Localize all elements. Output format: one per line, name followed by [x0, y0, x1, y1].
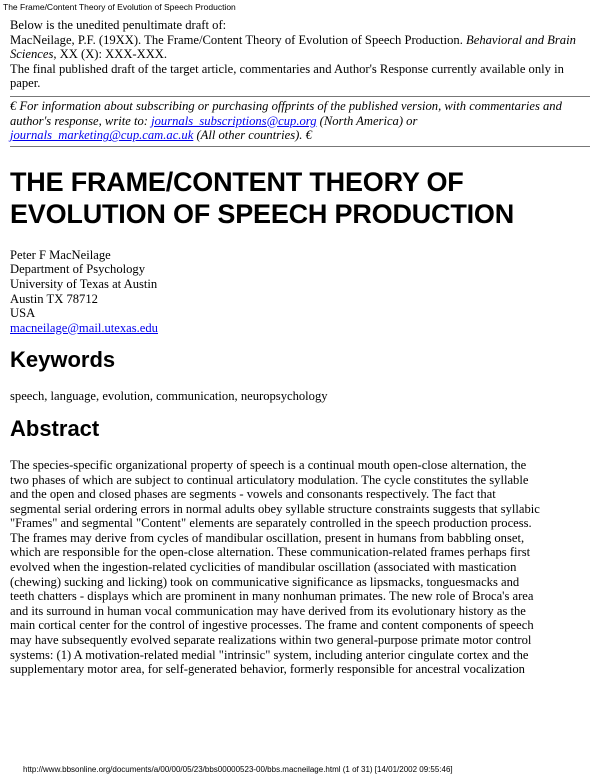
subscription-notice	[10, 97, 590, 146]
print-header: The Frame/Content Theory of Evolution of Speech Production	[3, 2, 236, 12]
author-department: Department of Psychology	[10, 262, 146, 277]
abstract-line: and its surround in human vocal communication may have derived from its evolutionary history as the	[10, 603, 526, 618]
author-university: University of Texas at Austin	[10, 276, 158, 291]
journal-name: Behavioral and Brain Sciences	[10, 32, 576, 62]
notice-lead: € For information about subscribing or purchasing offprints of the published version, with commentaries and author's response, write to:	[10, 98, 562, 128]
abstract-text	[10, 458, 590, 677]
abstract-line: The species-specific organizational property of speech is a continual mouth open-close alternation, the	[10, 457, 527, 472]
document-body	[10, 18, 590, 677]
abstract-line: which are responsible for the open-close alternation. These communication-related frames perhaps first	[10, 545, 531, 560]
abstract-line: main cortical center for the control of ingestive processes. The frame and content components of speech	[10, 618, 534, 633]
citation	[10, 33, 590, 62]
author-name: Peter F MacNeilage	[10, 247, 111, 262]
abstract-line: evolved when the ingestion-related cyclicities of mandibular oscillation (associated with mastication	[10, 560, 517, 575]
draft-intro-line: Below is the unedited penultimate draft of:	[10, 18, 227, 32]
print-footer: http://www.bbsonline.org/documents/a/00/00/05/23/bbs00000523-00/bbs.macneilage.html (1 of 31) [14/01/2002 09:55:46]	[23, 765, 453, 774]
email-link-subscriptions[interactable]: journals_subscriptions@cup.org	[151, 113, 317, 128]
abstract-line: and the open and closed phases are segments - vowels and consonants respectively. The fact that	[10, 487, 496, 502]
abstract-line: two phases of which are subject to continual articulatory modulation. The cycle constitutes the syllable	[10, 472, 529, 487]
author-city: Austin TX 78712	[10, 291, 98, 306]
abstract-line: may have subsequently evolved separate realizations within two general-purpose primate motor control	[10, 633, 532, 648]
abstract-line: segmental serial ordering errors in normal adults obey syllable structure constraints suggests that syllabic	[10, 501, 540, 516]
abstract-line: teeth chatters - displays which are prominent in many nonhuman primates. The new role of Broca's area	[10, 589, 534, 604]
notice-na-label: (North America) or	[316, 113, 418, 128]
abstract-line: The frames may derive from cycles of mandibular oscillation, present in humans from babbling onset,	[10, 530, 525, 545]
abstract-heading: Abstract	[10, 415, 100, 441]
abstract-line: "Frames" and segmental "Content" elements are separately controlled in the speech production process.	[10, 516, 532, 531]
abstract-line: systems: (1) A motivation-related medial "intrinsic" system, including anterior cingulate cortex and the	[10, 647, 529, 662]
abstract-line: (chewing) sucking and licking) took on communicative significance as lipsmacks, tonguesmacks and	[10, 574, 520, 589]
keywords-text: speech, language, evolution, communication, neuropsychology	[10, 389, 328, 404]
title-line-1: THE FRAME/CONTENT THEORY OF	[10, 166, 464, 197]
email-link-marketing[interactable]: journals_marketing@cup.cam.ac.uk	[10, 128, 194, 143]
title-line-2: EVOLUTION OF SPEECH PRODUCTION	[10, 198, 515, 229]
keywords-heading: Keywords	[10, 347, 116, 373]
citation-prefix: MacNeilage, P.F. (19XX). The Frame/Content Theory of Evolution of Speech Production.	[10, 32, 467, 47]
author-country: USA	[10, 306, 36, 321]
abstract-line: supplementary motor area, for self-generated behavior, formerly responsible for ancestral vocalization	[10, 662, 525, 677]
citation-suffix: , XX (X): XXX-XXX.	[53, 47, 168, 62]
author-email-link[interactable]: macneilage@mail.utexas.edu	[10, 320, 158, 335]
notice-other-label: (All other countries). €	[193, 128, 312, 143]
final-draft-note: The final published draft of the target article, commentaries and Author's Response currently available only in paper.	[10, 61, 564, 91]
draft-notice	[10, 18, 590, 91]
author-block	[10, 248, 590, 336]
article-title	[10, 166, 590, 230]
divider-bottom	[10, 146, 590, 147]
